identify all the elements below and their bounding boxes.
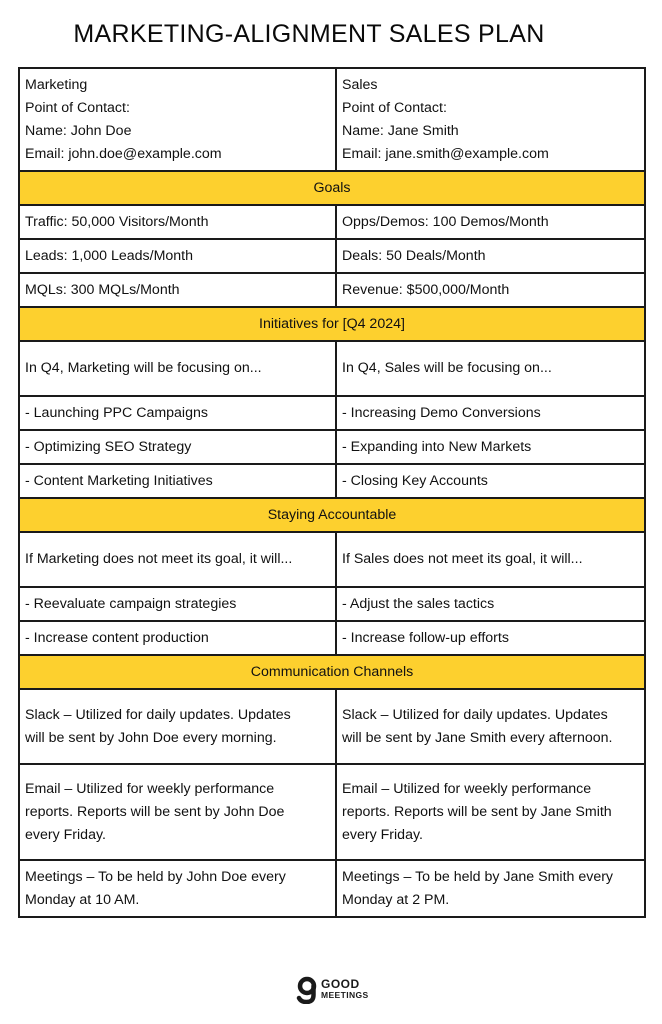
table-row [19, 396, 645, 430]
marketing-goal-cell: Traffic: 50,000 Visitors/Month [19, 205, 336, 239]
marketing-accountable-cell: - Increase content production [19, 621, 336, 655]
logo-wordmark-meetings: MEETINGS [321, 990, 369, 1000]
table-row [19, 860, 645, 917]
good-meetings-g-icon [296, 976, 318, 1004]
sales-email-cell [336, 764, 645, 860]
sales-contact-cell [336, 68, 645, 171]
marketing-initiatives-intro: In Q4, Marketing will be focusing on... [19, 341, 336, 396]
marketing-poc-label: Point of Contact: [25, 99, 130, 116]
cell-line: Meetings – To be held by Jane Smith every [342, 868, 614, 885]
table-row [19, 464, 645, 498]
initiatives-section-row [19, 307, 645, 341]
sales-initiatives-intro: In Q4, Sales will be focusing on... [336, 341, 645, 396]
channels-section-row [19, 655, 645, 689]
cell-line: Meetings – To be held by John Doe every [25, 868, 286, 885]
sales-contact-name: Name: Jane Smith [342, 122, 459, 139]
table-row [19, 273, 645, 307]
sales-poc-label: Point of Contact: [342, 99, 447, 116]
initiatives-section-header: Initiatives for [Q4 2024] [19, 307, 645, 341]
cell-line: Monday at 10 AM. [25, 891, 140, 908]
marketing-accountable-cell: - Reevaluate campaign strategies [19, 587, 336, 621]
marketing-email-cell [19, 764, 336, 860]
table-row [19, 689, 645, 764]
marketing-contact-email: Email: john.doe@example.com [25, 145, 222, 162]
marketing-contact-cell [19, 68, 336, 171]
table-row [19, 430, 645, 464]
sales-initiative-cell: - Closing Key Accounts [336, 464, 645, 498]
sales-goal-cell: Opps/Demos: 100 Demos/Month [336, 205, 645, 239]
contacts-row [19, 68, 645, 171]
cell-line: every Friday. [25, 826, 106, 843]
cell-line: Email – Utilized for weekly performance [25, 780, 275, 797]
marketing-initiative-cell: - Content Marketing Initiatives [19, 464, 336, 498]
cell-line: Slack – Utilized for daily updates. Updates [342, 706, 608, 723]
sales-contact-email: Email: jane.smith@example.com [342, 145, 549, 162]
goals-section-row [19, 171, 645, 205]
marketing-contact-name: Name: John Doe [25, 122, 132, 139]
logo-wordmark-good: GOOD [321, 977, 360, 991]
sales-accountable-cell: - Increase follow-up efforts [336, 621, 645, 655]
accountable-section-header: Staying Accountable [19, 498, 645, 532]
sales-goal-cell: Deals: 50 Deals/Month [336, 239, 645, 273]
marketing-goal-cell: Leads: 1,000 Leads/Month [19, 239, 336, 273]
table-row [19, 205, 645, 239]
sales-slack-cell [336, 689, 645, 764]
marketing-initiative-cell: - Optimizing SEO Strategy [19, 430, 336, 464]
marketing-team-label: Marketing [25, 76, 88, 93]
table-row [19, 764, 645, 860]
marketing-goal-cell: MQLs: 300 MQLs/Month [19, 273, 336, 307]
cell-line: Slack – Utilized for daily updates. Updates [25, 706, 291, 723]
page-title: MARKETING-ALIGNMENT SALES PLAN [73, 20, 545, 48]
goals-section-header: Goals [19, 171, 645, 205]
marketing-accountable-intro: If Marketing does not meet its goal, it will... [19, 532, 336, 587]
cell-line: Monday at 2 PM. [342, 891, 450, 908]
sales-initiative-cell: - Expanding into New Markets [336, 430, 645, 464]
sales-accountable-cell: - Adjust the sales tactics [336, 587, 645, 621]
cell-line: will be sent by Jane Smith every afternoon. [342, 729, 613, 746]
sales-goal-cell: Revenue: $500,000/Month [336, 273, 645, 307]
marketing-slack-cell [19, 689, 336, 764]
sales-initiative-cell: - Increasing Demo Conversions [336, 396, 645, 430]
cell-line: reports. Reports will be sent by Jane Smith [342, 803, 612, 820]
channels-section-header: Communication Channels [19, 655, 645, 689]
table-row [19, 621, 645, 655]
sales-meetings-cell [336, 860, 645, 917]
cell-line: reports. Reports will be sent by John Doe [25, 803, 285, 820]
marketing-initiative-cell: - Launching PPC Campaigns [19, 396, 336, 430]
sales-team-label: Sales [342, 76, 378, 93]
table-row [19, 341, 645, 396]
sales-plan-table [18, 67, 646, 918]
sales-accountable-intro: If Sales does not meet its goal, it will... [336, 532, 645, 587]
table-row [19, 239, 645, 273]
marketing-meetings-cell [19, 860, 336, 917]
cell-line: every Friday. [342, 826, 423, 843]
accountable-section-row [19, 498, 645, 532]
good-meetings-logo [296, 976, 369, 1004]
table-row [19, 587, 645, 621]
cell-line: Email – Utilized for weekly performance [342, 780, 592, 797]
table-row [19, 532, 645, 587]
cell-line: will be sent by John Doe every morning. [25, 729, 277, 746]
